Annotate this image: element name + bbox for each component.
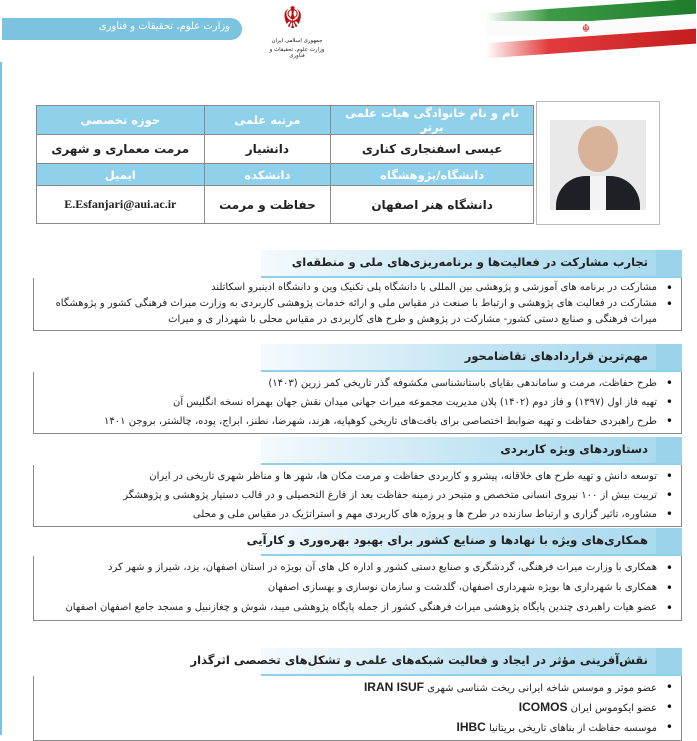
list-item	[40, 678, 661, 698]
network-name: موسسه حفاظت از بناهای تاریخی بریتانیا	[489, 723, 657, 734]
header-faculty: دانشکده	[204, 164, 331, 186]
list-item: • مشاوره، تاثیر گزاری و ارتباط سازنده در طرح ها و پروژه های کاربردی مهم و استراتژیک در مقیاس ملی و محلی	[40, 505, 661, 524]
section-national-activities	[33, 250, 682, 331]
section-title: دستاوردهای ویژه کاربردی	[500, 442, 648, 456]
section-networks	[33, 648, 682, 741]
header-university: دانشگاه/پژوهشگاه	[331, 164, 534, 186]
header-name: نام و نام خانوادگی هیات علمی برتر	[331, 106, 534, 135]
list-item: • عضو هیات راهبردی چندین پایگاه پژوهشی میراث فرهنگی کشور از جمله پایگاه پژوهشی میبد، شوش و چغازنبیل و مسجد جامع اصفهان اصفهان	[40, 598, 661, 618]
emblem-line2: وزارت علوم، تحقیقات و فناوری	[269, 47, 325, 59]
list-item: • طرح راهبردی حفاظت و تهیه ضوابط اختصاصی برای بافت‌های تاریخی کوهپایه، هرند، شهرضا، نطنز، ابراج، پوده، چالشتر، بروجن ۱۴۰۱	[40, 412, 661, 431]
iran-emblem-logo	[268, 2, 326, 60]
profile-photo	[550, 120, 646, 210]
header-field: حوزه تخصصی	[37, 106, 205, 135]
value-university: دانشگاه هنر اصفهان	[331, 186, 534, 224]
section-title-bar	[261, 437, 682, 465]
ministry-bar-text: وزارت علوم، تحقیقات و فناوری	[98, 21, 230, 32]
info-table	[36, 105, 534, 224]
list-item	[40, 698, 661, 718]
network-name: عضو موثر و موسس شاخه ایرانی ریخت شناسی شهری	[427, 683, 657, 694]
value-faculty: حفاظت و مرمت	[204, 186, 331, 224]
ministry-bar	[2, 18, 242, 40]
list-item: • مشارکت در فعالیت های پژوهشی و ارتباط با صنعت در مقیاس ملی و ارائه خدمات پژوهشی کاربردی به وزارت میراث فرهنگی کشور و پژوهشگاه میراث فرهنگی و صنایع دستی کشور- مشارکت در پژوهش و طرح های کاربردی در مقیاس محلی با شهردار ی و میراث	[40, 296, 661, 328]
email-link[interactable]: E.Esfanjari@aui.ac.ir	[37, 186, 205, 224]
network-acronym: ICOMOS	[518, 700, 568, 714]
header-email: ایمیل	[37, 164, 205, 186]
section-contracts	[33, 344, 682, 434]
network-acronym: IRAN ISUF	[363, 680, 424, 694]
section-title-bar	[190, 648, 682, 676]
value-field: مرمت معماری و شهری	[37, 135, 205, 164]
value-rank: دانشیار	[204, 135, 331, 164]
section-achievements	[33, 437, 682, 527]
list-item: • همکاری با شهرداری ها بویژه شهرداری اصفهان، گلدشت و سازمان نوسازی و بهسازی اصفهان	[40, 578, 661, 598]
section-title: همکاری‌های ویژه با نهادها و صنایع کشور برای بهبود بهره‌وری و کارآیی	[246, 533, 648, 547]
emblem-line1: جمهوری اسلامی ایران	[271, 38, 323, 44]
section-title: تجارب مشارکت در فعالیت‌ها و برنامه‌ریزی‌های ملی و منطقه‌ای	[291, 255, 648, 269]
page-header	[0, 0, 697, 62]
list-item	[40, 718, 661, 738]
profile-photo-frame	[536, 101, 660, 225]
network-name: عضو ایکوموس ایران	[570, 703, 657, 714]
emblem-icon: ☬	[282, 1, 304, 36]
section-title-bar	[261, 344, 682, 372]
section-title: مهم‌ترین قراردادهای تقاضامحور	[464, 349, 648, 363]
section-title: نقش‌آفرینی مؤثر در ایجاد و فعالیت شبکه‌های علمی و تشکل‌های تخصصی اثرگذار	[190, 653, 648, 667]
left-border-line	[0, 0, 2, 735]
network-acronym: IHBC	[456, 720, 486, 734]
section-title-bar	[246, 528, 682, 556]
list-item: • توسعه دانش و تهیه طرح های خلاقانه، پیشرو و کاربردی حفاظت و مرمت مکان ها، شهر ها و مناظر شهری تاریخی در ایران	[40, 467, 661, 486]
list-item: • تربیت بیش از ۱۰۰ نیروی انسانی متخصص و متبحر در زمینه حفاظت بعد از فارغ التحصیلی و در قالب دستیار پژوهشی و پژوهشگر	[40, 486, 661, 505]
iran-flag-icon: ☬	[486, 6, 696, 52]
value-name: عیسی اسفنجاری کناری	[331, 135, 534, 164]
list-item: • همکاری با وزارت میراث فرهنگی، گردشگری و صنایع دستی کشور و اداره کل های آن بویژه در استان اصفهان، یزد، شیراز و شهر کرد	[40, 558, 661, 578]
list-item: • مشارکت در برنامه های آموزشی و پژوهشی بین المللی با دانشگاه پلی تکنیک وین و دانشگاه ادینبرو اسکاتلند	[40, 280, 661, 296]
section-collaborations	[33, 528, 682, 621]
list-item: • تهیه فاز اول (۱۳۹۷) و فاز دوم (۱۴۰۲) پلان مدیریت مجموعه میراث جهانی میدان نقش جهان بهمراه نسخه انگلیس آن	[40, 393, 661, 412]
section-title-bar	[261, 250, 682, 278]
header-rank: مرتبه علمی	[204, 106, 331, 135]
list-item: • طرح حفاظت، مرمت و ساماندهی بقایای باستانشناسی مکشوفه گذر تاریخی کمر زرین (۱۴۰۳)	[40, 374, 661, 393]
